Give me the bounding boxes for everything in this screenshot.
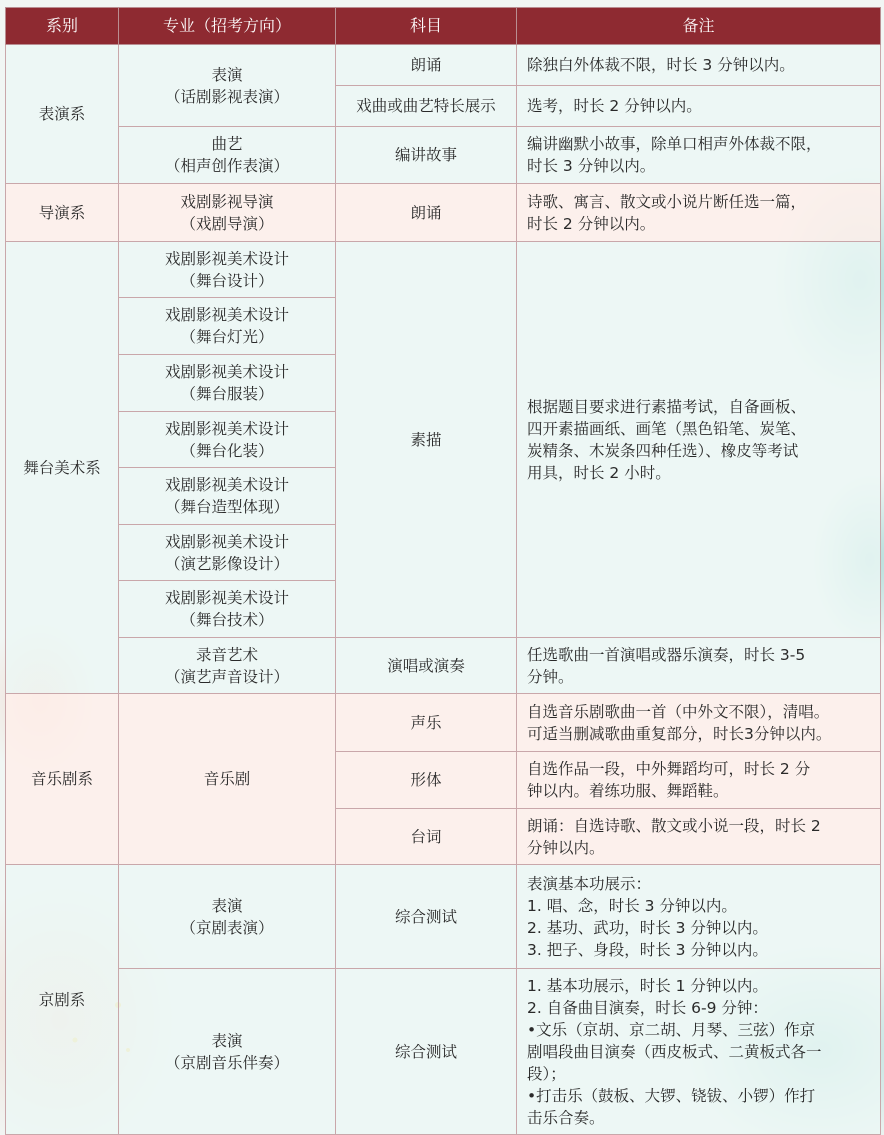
major-cell: 音乐剧 — [119, 694, 336, 865]
department-cell: 表演系 — [6, 45, 119, 184]
department-cell: 导演系 — [6, 184, 119, 242]
department-cell: 京剧系 — [6, 865, 119, 1135]
table-row — [6, 969, 881, 1135]
subject-cell: 朗诵 — [336, 45, 517, 86]
major-cell: 表演 （京剧音乐伴奏） — [119, 969, 336, 1135]
table-row — [6, 865, 881, 969]
group-wutai — [6, 242, 881, 694]
group-yinyueju — [6, 694, 881, 865]
major-cell: 戏剧影视美术设计 （舞台灯光） — [119, 298, 336, 355]
remark-cell: 编讲幽默小故事，除单口相声外体裁不限， 时长 3 分钟以内。 — [517, 127, 881, 184]
subject-cell: 综合测试 — [336, 865, 517, 969]
major-cell: 录音艺术 （演艺声音设计） — [119, 638, 336, 694]
remark-cell: 自选作品一段，中外舞蹈均可，时长 2 分 钟以内。着练功服、舞蹈鞋。 — [517, 752, 881, 809]
table-row — [6, 638, 881, 694]
subject-cell: 戏曲或曲艺特长展示 — [336, 86, 517, 127]
major-cell: 戏剧影视美术设计 （舞台造型体现） — [119, 468, 336, 525]
major-cell: 表演 （话剧影视表演） — [119, 45, 336, 127]
table-row — [6, 242, 881, 298]
header-major: 专业（招考方向） — [119, 8, 336, 45]
major-cell: 戏剧影视美术设计 （演艺影像设计） — [119, 525, 336, 581]
table-row — [6, 184, 881, 242]
major-cell: 表演 （京剧表演） — [119, 865, 336, 969]
major-cell: 戏剧影视美术设计 （舞台技术） — [119, 581, 336, 638]
table-row — [6, 694, 881, 752]
department-cell: 音乐剧系 — [6, 694, 119, 865]
subject-cell: 综合测试 — [336, 969, 517, 1135]
major-cell: 戏剧影视美术设计 （舞台化装） — [119, 412, 336, 468]
major-cell: 戏剧影视美术设计 （舞台服装） — [119, 355, 336, 412]
remark-cell: 表演基本功展示： 1. 唱、念，时长 3 分钟以内。 2. 基功、武功，时长 3 分钟以内。 3. 把子、身段，时长 3 分钟以内。 — [517, 865, 881, 969]
remark-cell: 1. 基本功展示，时长 1 分钟以内。 2. 自备曲目演奏，时长 6-9 分钟： •文乐（京胡、京二胡、月琴、三弦）作京 剧唱段曲目演奏（西皮板式、二黄板式各一 段）； •打击乐（鼓板、大锣、铙钹、小锣）作打 击乐合奏。 — [517, 969, 881, 1135]
remark-cell: 诗歌、寓言、散文或小说片断任选一篇， 时长 2 分钟以内。 — [517, 184, 881, 242]
department-cell: 舞台美术系 — [6, 242, 119, 694]
subject-cell: 声乐 — [336, 694, 517, 752]
group-biaoyan — [6, 45, 881, 184]
subject-cell: 台词 — [336, 809, 517, 865]
remark-cell: 任选歌曲一首演唱或器乐演奏，时长 3-5 分钟。 — [517, 638, 881, 694]
admissions-exam-table — [5, 7, 881, 1135]
subject-cell: 形体 — [336, 752, 517, 809]
major-cell: 戏剧影视导演 （戏剧导演） — [119, 184, 336, 242]
remark-cell: 除独白外体裁不限，时长 3 分钟以内。 — [517, 45, 881, 86]
remark-cell: 朗诵：自选诗歌、散文或小说一段，时长 2 分钟以内。 — [517, 809, 881, 865]
subject-cell: 编讲故事 — [336, 127, 517, 184]
header-remarks: 备注 — [517, 8, 881, 45]
header-department: 系别 — [6, 8, 119, 45]
group-daoyan — [6, 184, 881, 242]
table-row — [6, 127, 881, 184]
remark-cell: 根据题目要求进行素描考试，自备画板、 四开素描画纸、画笔（黑色铅笔、炭笔、 炭精条、木炭条四种任选）、橡皮等考试 用具，时长 2 小时。 — [517, 242, 881, 638]
remark-cell: 自选音乐剧歌曲一首（中外文不限），清唱。 可适当删减歌曲重复部分，时长3分钟以内。 — [517, 694, 881, 752]
group-jingju — [6, 865, 881, 1135]
subject-cell: 演唱或演奏 — [336, 638, 517, 694]
table-row — [6, 45, 881, 86]
header-subject: 科目 — [336, 8, 517, 45]
subject-cell: 朗诵 — [336, 184, 517, 242]
subject-cell: 素描 — [336, 242, 517, 638]
major-cell: 曲艺 （相声创作表演） — [119, 127, 336, 184]
table-header-row — [6, 8, 881, 45]
remark-cell: 选考，时长 2 分钟以内。 — [517, 86, 881, 127]
major-cell: 戏剧影视美术设计 （舞台设计） — [119, 242, 336, 298]
